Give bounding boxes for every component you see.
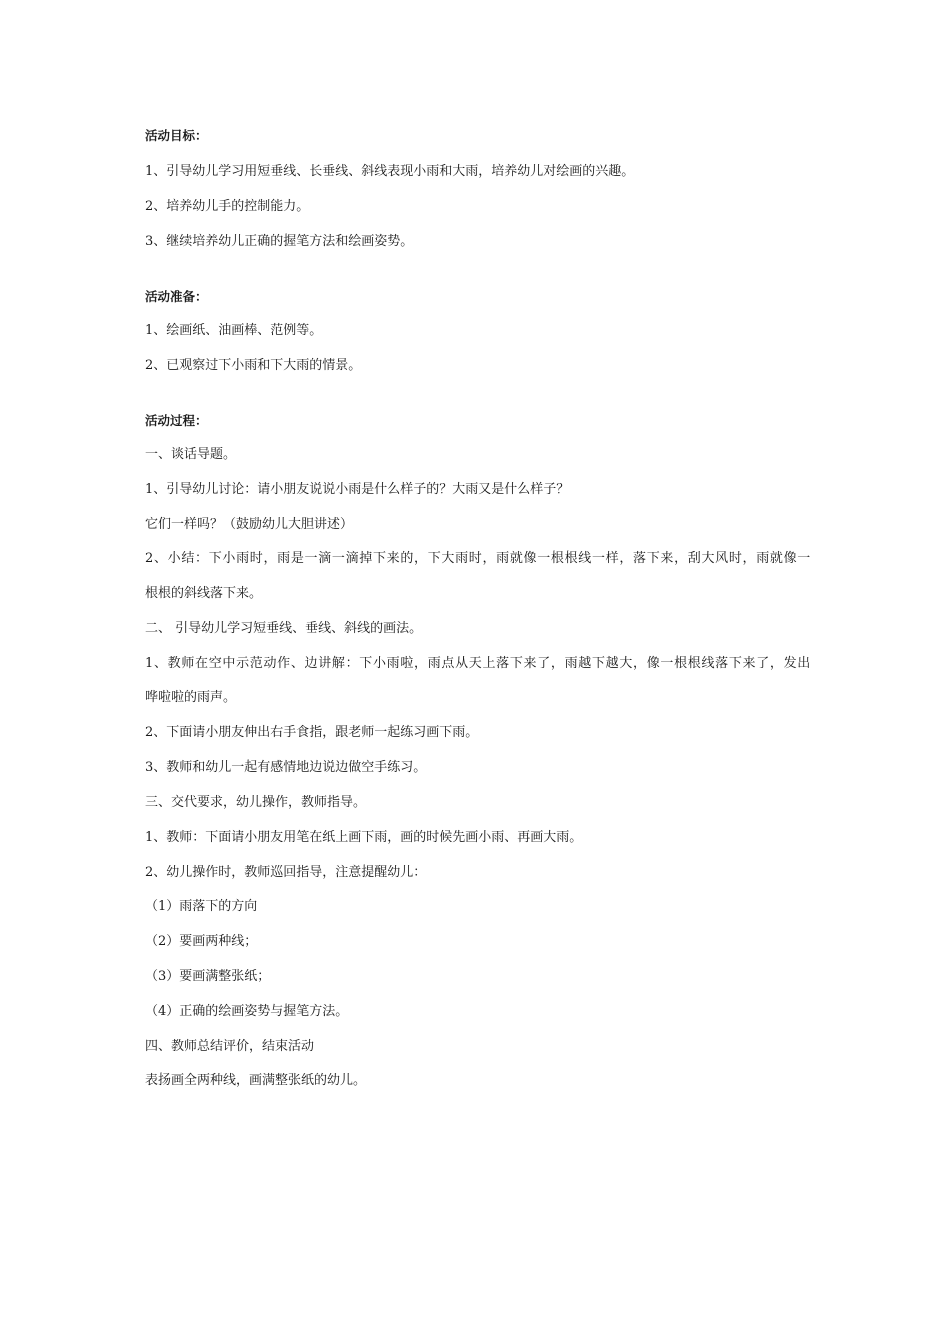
goals-item-2: 2、培养幼儿手的控制能力。	[145, 199, 310, 214]
process-line: 表扬画全两种线，画满整张纸的幼儿。	[145, 1073, 367, 1088]
prep-item-2: 2、已观察过下小雨和下大雨的情景。	[145, 358, 362, 373]
prep-item-1: 1、绘画纸、油画棒、范例等。	[145, 323, 323, 338]
process-line: 三、交代要求，幼儿操作，教师指导。	[145, 795, 367, 810]
prep-heading: 活动准备：	[145, 289, 208, 304]
process-line: （1）雨落下的方向	[145, 899, 258, 914]
process-line: 哗啦啦的雨声。	[145, 690, 237, 705]
process-line: 1、教师在空中示范动作、边讲解：下小雨啦，雨点从天上落下来了，雨越下越大，像一根根线落下来了，发出	[145, 656, 810, 671]
process-line: 二、 引导幼儿学习短垂线、垂线、斜线的画法。	[145, 621, 423, 636]
process-line: 1、引导幼儿讨论：请小朋友说说小雨是什么样子的？大雨又是什么样子？	[145, 482, 570, 497]
process-line: 1、教师：下面请小朋友用笔在纸上画下雨，画的时候先画小雨、再画大雨。	[145, 830, 583, 845]
process-line: 一、谈话导题。	[145, 447, 237, 462]
process-line: 根根的斜线落下来。	[145, 586, 263, 601]
process-line: 2、小结：下小雨时，雨是一滴一滴掉下来的，下大雨时，雨就像一根根线一样，落下来，刮大风时，雨就像一	[145, 551, 810, 566]
goals-heading: 活动目标：	[145, 128, 208, 143]
process-line: 3、教师和幼儿一起有感情地边说边做空手练习。	[145, 760, 427, 775]
process-line: 四、教师总结评价，结束活动	[145, 1039, 315, 1054]
goals-item-1: 1、引导幼儿学习用短垂线、长垂线、斜线表现小雨和大雨，培养幼儿对绘画的兴趣。	[145, 164, 635, 179]
process-line: （3）要画满整张纸；	[145, 969, 271, 984]
process-heading: 活动过程：	[145, 413, 208, 428]
process-line: 2、下面请小朋友伸出右手食指，跟老师一起练习画下雨。	[145, 725, 479, 740]
process-line: （4）正确的绘画姿势与握笔方法。	[145, 1004, 349, 1019]
process-line: 2、幼儿操作时，教师巡回指导，注意提醒幼儿：	[145, 865, 427, 880]
goals-item-3: 3、继续培养幼儿正确的握笔方法和绘画姿势。	[145, 234, 414, 249]
process-line: （2）要画两种线；	[145, 934, 258, 949]
process-line: 它们一样吗？（鼓励幼儿大胆讲述）	[145, 517, 354, 532]
